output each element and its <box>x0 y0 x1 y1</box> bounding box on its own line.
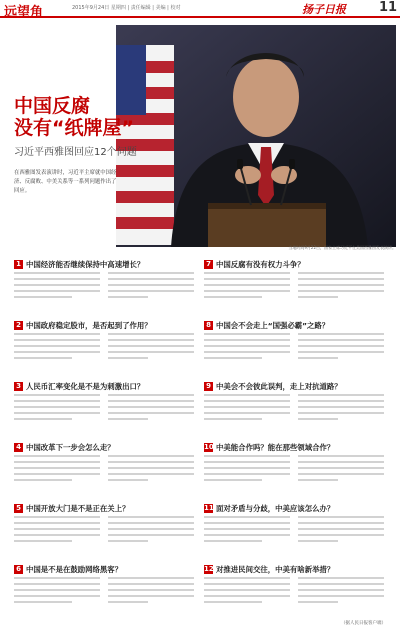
answer-text-line <box>298 473 384 475</box>
answer-text-line <box>14 461 100 463</box>
answer-text-block <box>14 455 194 485</box>
section-title: 远望角 <box>4 5 44 20</box>
answer-text-line <box>298 455 384 457</box>
answer-text-block <box>204 394 384 424</box>
answer-text-line <box>108 534 194 536</box>
answer-text-line <box>14 589 100 591</box>
question-number-badge: 11 <box>204 503 214 512</box>
answer-text-line <box>108 339 194 341</box>
answer-text-line <box>14 406 100 408</box>
qa-item <box>204 502 384 546</box>
answer-text-line <box>108 516 194 518</box>
answer-text-line <box>108 595 194 597</box>
answer-text-line <box>204 418 262 420</box>
answer-text-line <box>14 522 100 524</box>
answer-text-line <box>298 357 338 359</box>
answer-text-line <box>14 455 100 457</box>
question-title: 面对矛盾与分歧，中美应该怎么办？ <box>216 503 335 513</box>
answer-text-line <box>204 412 290 414</box>
question-title: 中国经济能否继续保持中高速增长？ <box>26 259 145 269</box>
answer-text-line <box>14 528 100 530</box>
answer-text-line <box>108 357 148 359</box>
answer-text-line <box>204 296 262 298</box>
qa-item <box>14 563 194 607</box>
question-title: 中国改革下一步会怎么走？ <box>26 442 115 452</box>
question-title: 中国会不会走上“国强必霸”之路？ <box>216 320 330 330</box>
answer-text-block <box>14 333 194 363</box>
answer-text-block <box>204 272 384 302</box>
answer-text-line <box>298 528 384 530</box>
question-title: 人民币汇率变化是不是为刺激出口？ <box>26 381 145 391</box>
answer-text-line <box>204 357 262 359</box>
answer-text-block <box>204 333 384 363</box>
qa-section <box>14 258 386 626</box>
headline <box>14 95 134 139</box>
answer-text-line <box>204 528 290 530</box>
qa-heading <box>204 319 384 331</box>
answer-text-line <box>298 272 384 274</box>
question-title: 中国开放大门是不是正在关上？ <box>26 503 130 513</box>
answer-text-line <box>204 516 290 518</box>
answer-text-line <box>14 473 100 475</box>
answer-text-line <box>14 290 100 292</box>
qa-heading <box>14 319 194 331</box>
answer-text-line <box>108 583 194 585</box>
answer-text-line <box>14 412 100 414</box>
answer-text-line <box>298 479 338 481</box>
answer-text-line <box>298 284 384 286</box>
headline-line-1: 中国反腐 <box>14 95 91 117</box>
answer-text-line <box>298 278 384 280</box>
question-title: 中国是不是在鼓励网络黑客？ <box>26 564 123 574</box>
qa-item <box>14 319 194 363</box>
answer-text-block <box>14 516 194 546</box>
answer-text-line <box>298 601 338 603</box>
answer-text-line <box>204 461 290 463</box>
answer-text-line <box>298 412 384 414</box>
question-number-badge: 7 <box>204 260 213 269</box>
question-number-badge: 9 <box>204 382 213 391</box>
answer-text-line <box>298 400 384 402</box>
answer-text-line <box>204 479 262 481</box>
lead-paragraph: 在西雅图发表演讲时，习近平主席就中国经济、反腐败、中美关系等一系列问题作出了回应。 <box>14 170 117 194</box>
answer-text-line <box>108 461 194 463</box>
answer-text-block <box>14 577 194 607</box>
answer-text-line <box>204 400 290 402</box>
answer-text-line <box>204 583 290 585</box>
answer-text-line <box>108 296 148 298</box>
question-number-badge: 6 <box>14 565 23 574</box>
speech-photo-illustration <box>116 25 396 247</box>
answer-text-line <box>204 534 290 536</box>
answer-text-line <box>108 412 194 414</box>
qa-item <box>204 319 384 363</box>
answer-text-line <box>204 467 290 469</box>
answer-text-line <box>298 290 384 292</box>
answer-text-line <box>204 339 290 341</box>
answer-text-line <box>298 296 338 298</box>
answer-text-line <box>204 473 290 475</box>
answer-text-line <box>298 595 384 597</box>
answer-text-line <box>298 516 384 518</box>
byline: （据人民日报客户端） <box>341 621 386 626</box>
answer-text-line <box>14 418 72 420</box>
qa-heading <box>14 258 194 270</box>
question-title: 中国反腐有没有权力斗争？ <box>216 259 305 269</box>
question-title: 中国政府稳定股市，是否起到了作用？ <box>26 320 152 330</box>
answer-text-line <box>14 595 100 597</box>
answer-text-line <box>108 400 194 402</box>
answer-text-line <box>14 516 100 518</box>
qa-item <box>204 441 384 485</box>
question-number-badge: 8 <box>204 321 213 330</box>
answer-text-block <box>14 272 194 302</box>
qa-item <box>204 258 384 302</box>
answer-text-line <box>14 534 100 536</box>
qa-item <box>14 502 194 546</box>
answer-text-line <box>204 577 290 579</box>
newspaper-logo: 扬子日报 <box>302 3 346 16</box>
qa-item <box>14 258 194 302</box>
answer-text-line <box>108 394 194 396</box>
answer-text-line <box>108 540 148 542</box>
answer-text-line <box>298 394 384 396</box>
answer-text-line <box>108 455 194 457</box>
question-number-badge: 12 <box>204 564 214 573</box>
answer-text-line <box>14 339 100 341</box>
answer-text-line <box>298 589 384 591</box>
answer-text-line <box>108 473 194 475</box>
answer-text-line <box>298 339 384 341</box>
answer-text-line <box>108 467 194 469</box>
answer-text-line <box>108 272 194 274</box>
answer-text-line <box>298 467 384 469</box>
answer-text-line <box>108 351 194 353</box>
answer-text-line <box>298 577 384 579</box>
answer-text-line <box>14 400 100 402</box>
answer-text-line <box>14 278 100 280</box>
answer-text-line <box>108 290 194 292</box>
question-number-badge: 1 <box>14 260 23 269</box>
headline-line-2: 没有“纸牌屋” <box>14 117 134 139</box>
answer-text-line <box>108 601 148 603</box>
qa-heading <box>14 380 194 392</box>
answer-text-line <box>14 351 100 353</box>
answer-text-line <box>108 528 194 530</box>
qa-heading <box>14 563 194 575</box>
answer-text-line <box>14 540 72 542</box>
question-number-badge: 10 <box>204 442 214 451</box>
qa-item <box>14 380 194 424</box>
question-number-badge: 5 <box>14 504 23 513</box>
question-number-badge: 2 <box>14 321 23 330</box>
answer-text-line <box>14 284 100 286</box>
answer-text-line <box>14 357 72 359</box>
answer-text-line <box>108 522 194 524</box>
answer-text-line <box>204 345 290 347</box>
answer-text-line <box>108 278 194 280</box>
answer-text-line <box>298 418 338 420</box>
question-title: 中美会不会彼此误判，走上对抗道路？ <box>216 381 342 391</box>
speech-photo <box>116 25 396 247</box>
masthead <box>0 0 400 18</box>
qa-item <box>204 380 384 424</box>
answer-text-line <box>204 595 290 597</box>
answer-text-line <box>204 589 290 591</box>
answer-text-line <box>298 522 384 524</box>
answer-text-line <box>204 601 262 603</box>
answer-text-line <box>108 479 148 481</box>
question-number-badge: 3 <box>14 382 23 391</box>
answer-text-line <box>298 461 384 463</box>
answer-text-line <box>204 278 290 280</box>
answer-text-line <box>204 406 290 408</box>
answer-text-line <box>108 284 194 286</box>
answer-text-line <box>108 333 194 335</box>
answer-text-line <box>108 406 194 408</box>
page-number: 11 <box>379 0 398 15</box>
answer-text-line <box>298 540 338 542</box>
photo-caption: 当地时间9月22日，国家主席习近平在美国西雅图发表演讲。 <box>288 245 396 250</box>
answer-text-line <box>298 351 384 353</box>
qa-heading <box>14 502 194 514</box>
answer-text-block <box>204 577 384 607</box>
qa-item <box>14 441 194 485</box>
answer-text-line <box>14 333 100 335</box>
answer-text-line <box>298 406 384 408</box>
answer-text-line <box>204 394 290 396</box>
answer-text-line <box>108 577 194 579</box>
answer-text-line <box>298 333 384 335</box>
answer-text-line <box>204 333 290 335</box>
answer-text-line <box>14 394 100 396</box>
answer-text-line <box>204 272 290 274</box>
answer-text-line <box>14 583 100 585</box>
qa-heading <box>14 441 194 453</box>
answer-text-line <box>108 345 194 347</box>
qa-item <box>204 563 384 607</box>
answer-text-line <box>14 272 100 274</box>
question-title: 中美能合作吗？能在那些领域合作？ <box>216 442 335 452</box>
question-title: 对推进民间交往，中美有啥新举措？ <box>216 564 335 574</box>
answer-text-line <box>204 290 290 292</box>
question-number-badge: 4 <box>14 443 23 452</box>
answer-text-block <box>204 455 384 485</box>
answer-text-line <box>204 522 290 524</box>
answer-text-line <box>204 455 290 457</box>
answer-text-line <box>14 601 72 603</box>
answer-text-line <box>108 418 148 420</box>
answer-text-line <box>108 589 194 591</box>
qa-heading <box>204 258 384 270</box>
issue-meta: 2015年9月24日 星期四 | 责任编辑 | 美编 | 校对 <box>72 5 181 11</box>
answer-text-block <box>204 516 384 546</box>
answer-text-line <box>298 345 384 347</box>
answer-text-line <box>204 351 290 353</box>
answer-text-line <box>204 540 262 542</box>
answer-text-line <box>298 534 384 536</box>
qa-heading <box>204 441 384 453</box>
subheadline: 习近平西雅图回应12个问题 <box>14 147 137 158</box>
answer-text-line <box>14 479 72 481</box>
answer-text-line <box>14 467 100 469</box>
answer-text-line <box>204 284 290 286</box>
hero-section <box>0 25 400 251</box>
qa-heading <box>204 502 384 514</box>
qa-heading <box>204 380 384 392</box>
answer-text-line <box>298 583 384 585</box>
answer-text-line <box>14 296 72 298</box>
answer-text-block <box>14 394 194 424</box>
answer-text-line <box>14 577 100 579</box>
qa-heading <box>204 563 384 575</box>
answer-text-line <box>14 345 100 347</box>
